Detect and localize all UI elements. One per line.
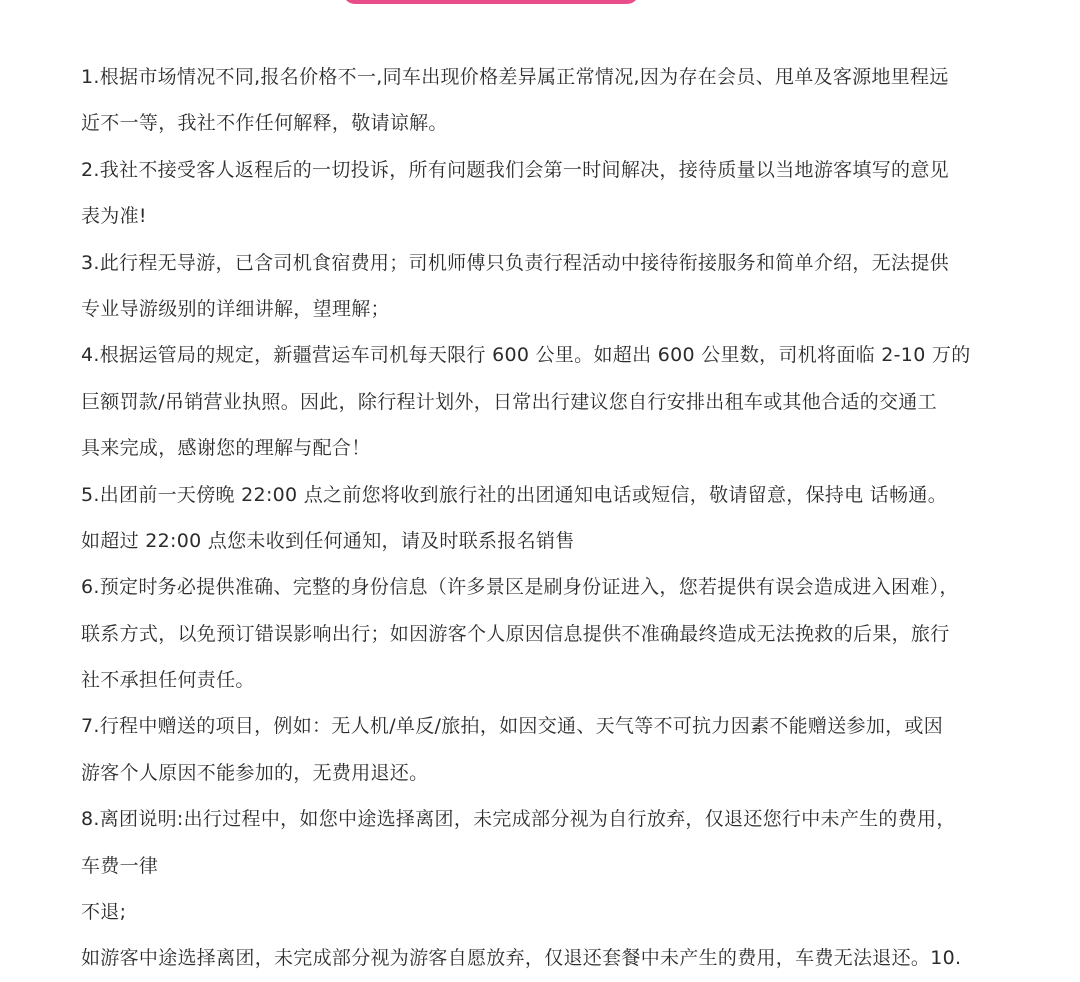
note-line-16: 游客个人原因不能参加的，无费用退还。 xyxy=(81,761,429,784)
notice-body xyxy=(81,54,1006,982)
note-line-14: 社不承担任何责任。 xyxy=(81,669,255,692)
note-line-13: 联系方式，以免预订错误影响出行；如因游客个人原因信息提供不准确最终造成无法挽救的后果，旅行 xyxy=(81,622,950,645)
note-line-4: 表为准! xyxy=(81,205,147,228)
note-line-1: 1.根据市场情况不同,报名价格不一,同车出现价格差异属正常情况,因为存在会员、甩单及客源地里程远 xyxy=(81,66,949,88)
note-line-2: 近不一等，我社不作任何解释，敬请谅解。 xyxy=(81,112,448,135)
note-line-11: 如超过 22:00 点您未收到任何通知，请及时联系报名销售 xyxy=(81,529,575,552)
note-line-12: 6.预定时务必提供准确、完整的身份信息（许多景区是刷身份证进入，您若提供有误会造成进入困难）， xyxy=(81,576,959,599)
top-accent-bar xyxy=(343,0,639,4)
note-line-19: 不退; xyxy=(81,901,127,924)
note-line-20: 如游客中途选择离团，未完成部分视为游客自愿放弃，仅退还套餐中未产生的费用，车费无法退还。10. xyxy=(81,947,962,970)
note-line-9: 具来完成，感谢您的理解与配合！ xyxy=(81,437,371,460)
note-line-10: 5.出团前一天傍晚 22:00 点之前您将收到旅行社的出团通知电话或短信，敬请留意，保持电 话畅通。 xyxy=(81,483,948,506)
note-line-5: 3.此行程无导游，已含司机食宿费用；司机师傅只负责行程活动中接待衔接服务和简单介绍，无法提供 xyxy=(81,251,949,274)
note-line-6: 专业导游级别的详细讲解，望理解； xyxy=(81,297,390,320)
note-line-15: 7.行程中赠送的项目，例如：无人机/单反/旅拍，如因交通、天气等不可抗力因素不能赠送参加，或因 xyxy=(81,715,944,738)
note-line-3: 2.我社不接受客人返程后的一切投诉，所有问题我们会第一时间解决，接待质量以当地游客填写的意见 xyxy=(81,158,949,181)
note-line-7: 4.根据运管局的规定，新疆营运车司机每天限行 600 公里。如超出 600 公里数，司机将面临 2-10 万的 xyxy=(81,344,971,367)
note-line-8: 巨额罚款/吊销营业执照。因此，除行程计划外，日常出行建议您自行安排出租车或其他合适的交通工 xyxy=(81,390,937,413)
note-line-17: 8.离团说明:出行过程中，如您中途选择离团，未完成部分视为自行放弃，仅退还您行中未产生的费用， xyxy=(81,808,956,831)
note-line-18: 车费一律 xyxy=(81,854,159,877)
